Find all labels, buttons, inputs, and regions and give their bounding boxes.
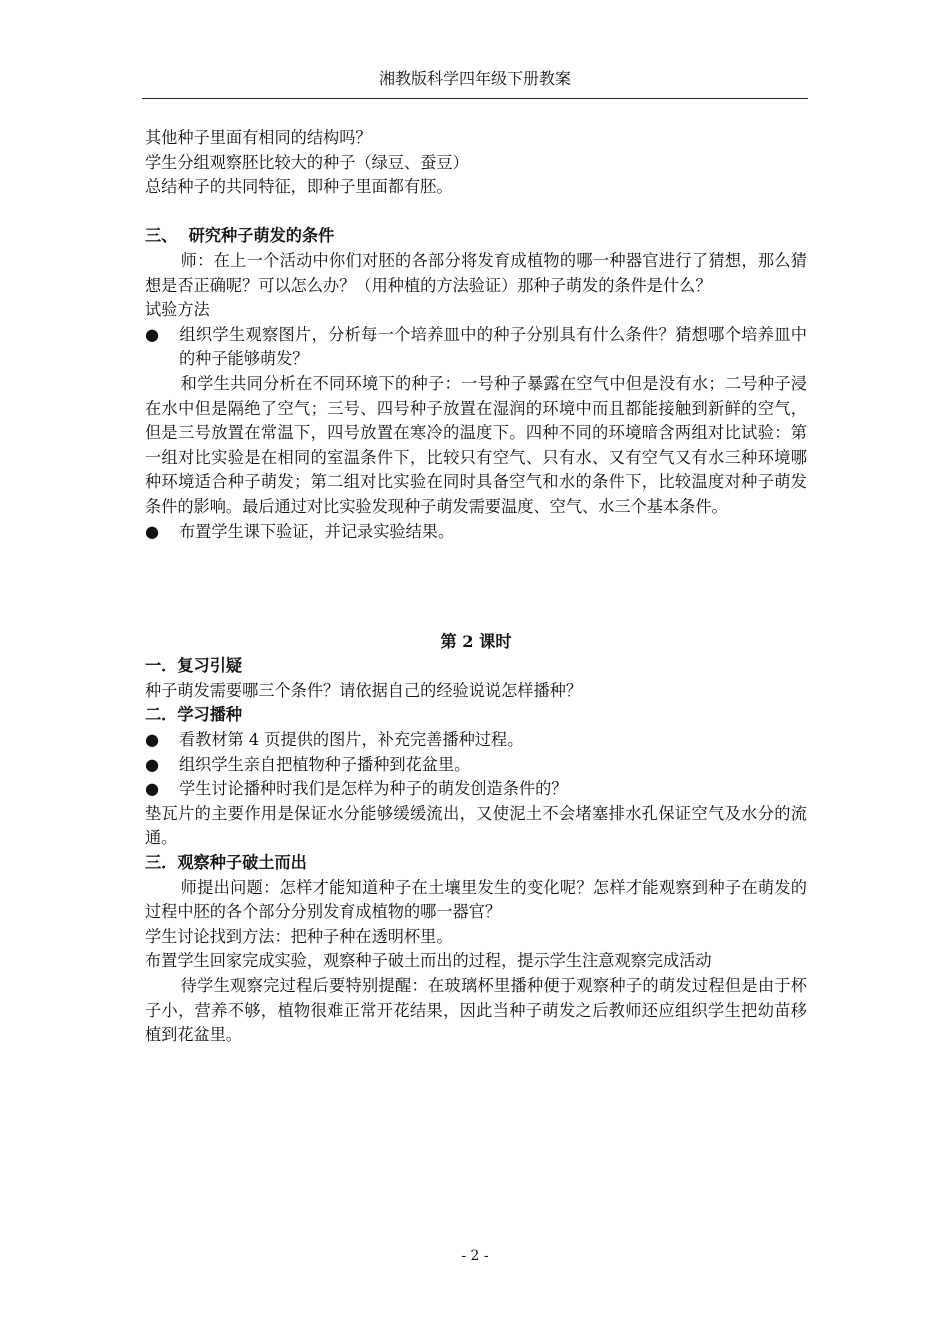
paragraph: 学生讨论找到方法：把种子种在透明杯里。 <box>145 926 453 946</box>
bullet-icon: ● <box>145 521 160 541</box>
bullet-item <box>145 520 807 545</box>
page-header: 湘教版科学四年级下册教案 <box>378 69 571 88</box>
section-heading: 三．观察种子破土而出 <box>145 853 307 873</box>
header-rule <box>142 98 808 99</box>
paragraph: 其他种子里面有相同的结构吗？ <box>145 128 372 147</box>
paragraph: 和学生共同分析在不同环境下的种子：一号种子暴露在空气中但是没有水；二号种子浸在水中但是隔绝了空气；三号、四号种子放置在湿润的环境中而且都能接触到新鲜的空气，但是三号放置在常温下，四号放置在寒冷的温度下。四种不同的环境暗含两组对比试验：第一组对比实验是在相同的室温条件下，比较只有空气、只有水、又有空气又有水三种环境哪种环境适合种子萌发；第二组对比实验在同时具备空气和水的条件下，比较温度对种子萌发条件的影响。最后通过对比实验发现种子萌发需要温度、空气、水三个基本条件。 <box>145 373 807 516</box>
bullet-text: 组织学生亲自把植物种子播种到花盆里。 <box>179 754 471 774</box>
paragraph: 师：在上一个活动中你们对胚的各部分将发育成植物的哪一种器官进行了猜想，那么猜想是否正确呢？可以怎么办？（用种植的方法验证）那种子萌发的条件是什么？ <box>145 250 807 295</box>
bullet-text: 布置学生课下验证，并记录实验结果。 <box>179 521 455 541</box>
bullet-item <box>145 323 807 372</box>
bullet-text: 看教材第 4 页提供的图片，补充完善播种过程。 <box>179 730 524 750</box>
bullet-item <box>145 753 807 778</box>
bullet-icon: ● <box>145 779 160 799</box>
paragraph: 师提出问题：怎样才能知道种子在土壤里发生的变化呢？怎样才能观察到种子在萌发的过程中胚的各个部分分别发育成植物的哪一器官？ <box>145 877 807 922</box>
paragraph: 布置学生回家完成实验，观察种子破土而出的过程，提示学生注意观察完成活动 <box>145 951 712 971</box>
bullet-text: 组织学生观察图片，分析每一个培养皿中的种子分别具有什么条件？猜想哪个培养皿中的种子能够萌发？ <box>179 324 807 369</box>
section-heading: 一．复习引疑 <box>145 656 243 676</box>
paragraph: 试验方法 <box>145 300 210 320</box>
bullet-item <box>145 777 807 802</box>
spacer <box>145 605 807 630</box>
spacer <box>145 544 807 605</box>
paragraph: 总结种子的共同特征，即种子里面都有胚。 <box>145 177 453 197</box>
paragraph: 学生分组观察胚比较大的种子（绿豆、蚕豆） <box>145 152 469 172</box>
bullet-icon: ● <box>145 324 160 344</box>
section-heading: 三、 研究种子萌发的条件 <box>145 226 335 246</box>
spacer <box>145 200 807 225</box>
paragraph: 种子萌发需要哪三个条件？请依据自己的经验说说怎样播种？ <box>145 680 583 700</box>
bullet-item <box>145 728 807 753</box>
lesson-title: 第 2 课时 <box>440 631 512 651</box>
bullet-icon: ● <box>145 730 160 750</box>
bullet-icon: ● <box>145 754 160 774</box>
section-heading: 二．学习播种 <box>145 705 243 725</box>
bullet-text: 学生讨论播种时我们是怎样为种子的萌发创造条件的？ <box>179 779 568 799</box>
page-number: - 2 - <box>461 1248 489 1264</box>
paragraph: 待学生观察完过程后要特别提醒：在玻璃杯里播种便于观察种子的萌发过程但是由于杯子小，营养不够，植物很难正常开花结果，因此当种子萌发之后教师还应组织学生把幼苗移植到花盆里。 <box>145 976 807 1045</box>
paragraph: 垫瓦片的主要作用是保证水分能够缓缓流出，又使泥土不会堵塞排水孔保证空气及水分的流通。 <box>145 803 807 848</box>
document-body <box>145 126 807 1048</box>
